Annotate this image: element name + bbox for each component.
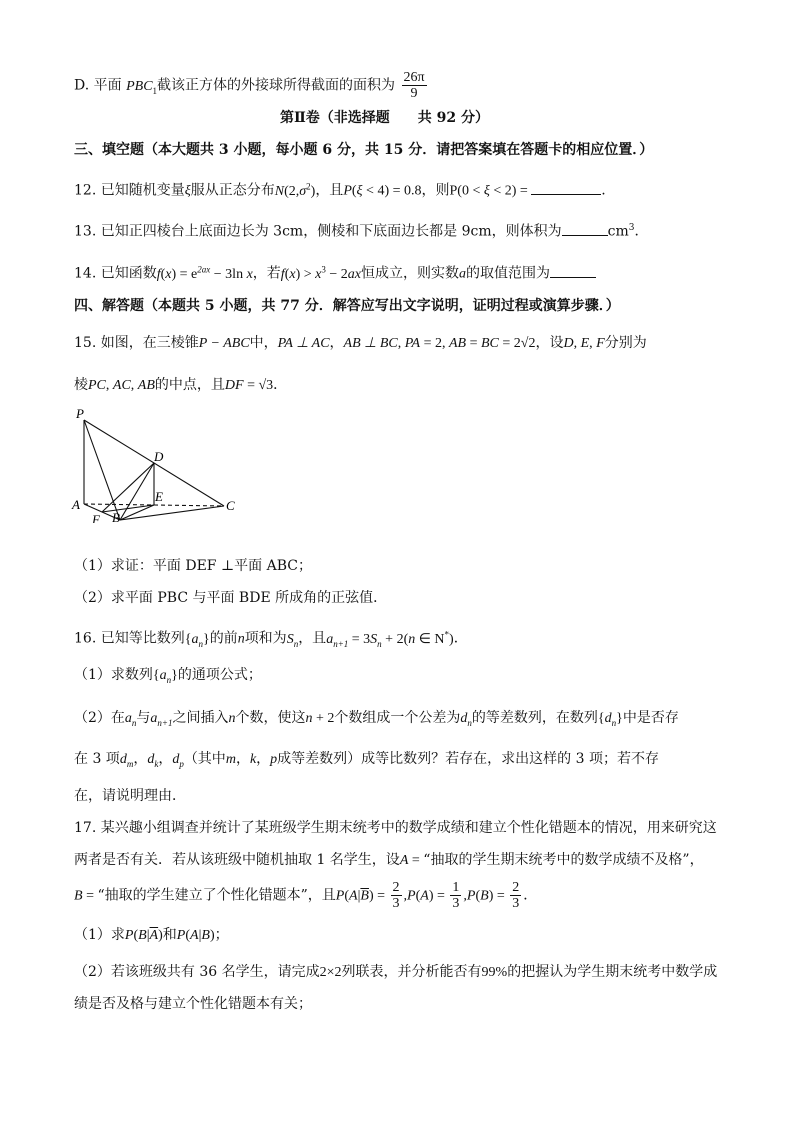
q16-s2-d: 个数，使这	[235, 710, 306, 726]
table-size: 2×2	[319, 965, 342, 980]
q16-text-d: ，且	[298, 630, 327, 647]
q14-text-c: 恒成立，则实数	[360, 265, 459, 282]
pyramid-figure	[66, 408, 246, 523]
answer-blank-14[interactable]	[550, 263, 596, 278]
part-3-heading: 三、填空题（本大题共 3 小题，每小题 6 分，共 15 分．请把答案填在答题卡的相应位置．）	[74, 142, 654, 158]
q15-text-a: 15. 如图，在三棱锥	[74, 335, 199, 351]
points-def: D, E, F	[563, 336, 605, 351]
pyramid-name: P − ABC	[198, 336, 250, 351]
segment-db	[120, 463, 154, 520]
part-4-heading: 四、解答题（本题共 5 小题，共 77 分．解答应写出文字说明，证明过程或演算步骤．）	[74, 298, 620, 314]
q16-text-a: 16. 已知等比数列	[74, 630, 185, 647]
seq-an-2: $\{a_n\}$	[152, 668, 178, 685]
label-p: P	[76, 408, 84, 421]
df-length: DF = √3	[224, 378, 274, 393]
q14-text-b: ，若	[252, 265, 281, 282]
answer-blank-13[interactable]	[562, 221, 608, 236]
seq-an: $\{a_n\}$	[184, 631, 210, 649]
frac-2-3-a: $\frac{2}{3}$	[392, 880, 400, 911]
edge-pb	[84, 420, 120, 520]
q14-text-a: 14. 已知函数	[74, 265, 157, 282]
area-fraction	[402, 70, 427, 101]
question-14	[74, 259, 596, 285]
q17-l2-a: 两者是否有关．若从该班级中随机抽取 1 名学生，设	[74, 852, 400, 868]
perp-condition: PA ⊥ AC	[277, 336, 330, 351]
question-15-line-2: 棱PC, AC, AB的中点，且DF = √3．	[74, 377, 288, 393]
label-b: B	[112, 510, 120, 523]
q13-unit: cm	[607, 223, 629, 240]
prob-b-given-not-a: $P(B|\overline{A})$	[124, 928, 163, 943]
inequality: $f(x) > x^3 - 2ax$	[280, 264, 361, 282]
prob-a-given-b: P(A|B)	[176, 928, 215, 943]
q17-l2-b: “抽取的学生期末统考中的数学成绩不及格”，	[423, 852, 704, 868]
question-13: 13. 已知正四棱台上底面边长为 3cm，侧棱和下底面边长都是 9cm，则体积为 $cm^3$．	[74, 218, 649, 242]
term-an: $a_n$	[124, 711, 137, 728]
three-terms: $d_m$，$d_k$，$d_p$	[119, 752, 184, 769]
q12-text-c: ，且	[315, 182, 344, 199]
given-prob: P(ξ < 4) = 0.8	[343, 183, 422, 199]
section-2-heading: 第Ⅱ卷（非选择题 共 92 分）	[280, 110, 490, 126]
term-an1: $a_{n+1}$	[150, 711, 173, 728]
edges: PC, AC, AB	[88, 378, 155, 393]
q16-s2-b: 与	[136, 710, 151, 726]
q16-s3-a: 在 3 项	[74, 751, 120, 767]
label-a: A	[72, 497, 80, 512]
question-17-line-3: B = “抽取的学生建立了个性化错题本”，且$P(A|\overline{B})$ = $\frac{2}{3}$ ,P(A) = $\frac{1}{3}$ ,P(B) = $\frac{2}{3}$ ．	[74, 880, 538, 911]
q16-s2-c: 之间插入	[172, 710, 229, 726]
q16-s1-b: 的通项公式；	[177, 667, 262, 683]
xi-symbol: ξ	[184, 183, 191, 199]
q14-text-d: 的取值范围为	[465, 265, 550, 282]
q16-s2-a: （2）在	[74, 710, 125, 726]
function-def: $f(x) = e^{2ax} - 3\ln$ x	[156, 264, 253, 282]
given-conditions: AB ⊥ BC, PA = 2, AB = BC = 2√2	[343, 336, 536, 351]
option-d-label: D. 平面	[74, 77, 122, 94]
q17-s1-a: （1）求	[74, 927, 125, 943]
q16-s3-b: （其中	[183, 751, 226, 767]
q15-text-b: 中，	[249, 335, 278, 351]
recurrence: $a_{n+1} = 3S_n + 2(n$ ∈ N*)	[326, 629, 454, 649]
q16-sub-2-line-3: 在，请说明理由．	[74, 788, 186, 804]
var-n: n	[237, 631, 245, 647]
event-b: B =	[74, 888, 98, 904]
param-a: a	[458, 266, 466, 282]
option-d-text: 截该正方体的外接球所得截面的面积为	[157, 77, 396, 94]
q16-s1-a: （1）求数列	[74, 667, 153, 683]
q16-sub-2	[74, 708, 679, 733]
label-e: E	[155, 489, 163, 504]
confidence: 99%	[481, 965, 508, 980]
q17-sub-2	[74, 962, 717, 983]
indices: m，k，p	[225, 752, 278, 767]
option-d	[74, 70, 429, 101]
answer-blank-12[interactable]	[531, 180, 601, 195]
label-f: F	[92, 512, 100, 523]
q16-sub-2-line-2	[74, 749, 659, 774]
q15-sub-2: （2）求平面 PBC 与平面 BDE 所成角的正弦值．	[74, 590, 388, 606]
q16-text-c: 项和为	[244, 630, 287, 647]
plane-pbc1: $PBC_1$	[126, 78, 158, 96]
question-17-line-1: 17. 某兴趣小组调查并统计了某班级学生期末统考中的数学成绩和建立个性化错题本的情况，用来研究这	[74, 820, 717, 836]
n-plus-2: n + 2	[305, 711, 335, 726]
target-prob: P(0 < ξ < 2) =	[449, 183, 532, 199]
d-n: $d_n$	[460, 711, 472, 728]
frac-2-3-b: $\frac{2}{3}$	[512, 880, 520, 911]
q12-text-b: 服从正态分布	[190, 182, 275, 199]
q16-s2-e: 个数组成一个公差为	[334, 710, 461, 726]
area-den: 9	[410, 86, 418, 101]
question-17-line-2	[74, 850, 704, 871]
q15-text-d: 分别为	[604, 335, 647, 351]
q17-sub-2-line-2: 绩是否及格与建立个性化错题本有关；	[74, 996, 312, 1012]
q15-text-f: 的中点，且	[154, 377, 225, 393]
q16-s2-g: 中是否存	[622, 710, 679, 726]
frac-1-3: $\frac{1}{3}$	[452, 880, 460, 911]
q16-s2-f: 的等差数列，在数列	[471, 710, 598, 726]
seq-dn: $\{d_n\}$	[597, 711, 623, 728]
q12-text-a: 12. 已知随机变量	[74, 182, 185, 199]
q17-s2-a: （2）若该班级共有 36 名学生，请完成	[74, 964, 320, 980]
event-a: A =	[399, 853, 424, 868]
question-16: 16. 已知等比数列$\{a_n\}$的前n项和为$S_n$，且$a_{n+1} = 3S_n + 2(n$ ∈ N*)．	[74, 629, 468, 649]
q17-s1-b: 和	[162, 927, 177, 943]
q15-sub-1: （1）求证：平面 DEF ⊥平面 ABC；	[74, 558, 312, 574]
question-15-line-1: 15. 如图，在三棱锥P − ABC中，PA ⊥ AC，AB ⊥ BC, PA = 2, AB = BC = 2√2，设D, E, F分别为	[74, 335, 647, 351]
normal-dist: $N(2,\sigma^2)$	[274, 181, 316, 199]
q15-text-c: ，设	[535, 335, 564, 351]
q15-text-e: 棱	[74, 377, 88, 393]
label-c: C	[226, 498, 235, 513]
question-12: 12. 已知随机变量ξ服从正态分布$N(2,\sigma^2)$，且P(ξ < 4) = 0.8，则P(0 < ξ < 2) = .	[74, 181, 606, 199]
q16-text-b: 的前	[209, 630, 238, 647]
q17-s2-c: 的把握认为学生期末统考中数学成	[507, 964, 718, 980]
q12-text-d: ，则	[421, 182, 450, 199]
q13-text: 13. 已知正四棱台上底面边长为 3cm，侧棱和下底面边长都是 9cm，则体积为	[74, 223, 562, 240]
q17-l3-a: “抽取的学生建立了个性化错题本”，且	[97, 887, 336, 904]
label-d: D	[154, 449, 164, 464]
prob-values: $P(A|\overline{B})$ =	[335, 888, 389, 904]
q17-s2-b: 列联表，并分析能否有	[341, 964, 482, 980]
area-num: 26π	[403, 70, 425, 85]
q17-sub-1: （1）求$P(B|\overline{A})$和P(A|B)；	[74, 927, 229, 943]
q16-s3-c: 成等差数列）成等比数列？若存在，求出这样的 3 项；若不存	[277, 751, 659, 767]
q16-sub-1	[74, 665, 262, 690]
sum-sn: $S_n$	[286, 631, 299, 649]
var-n-2: n	[228, 711, 236, 726]
